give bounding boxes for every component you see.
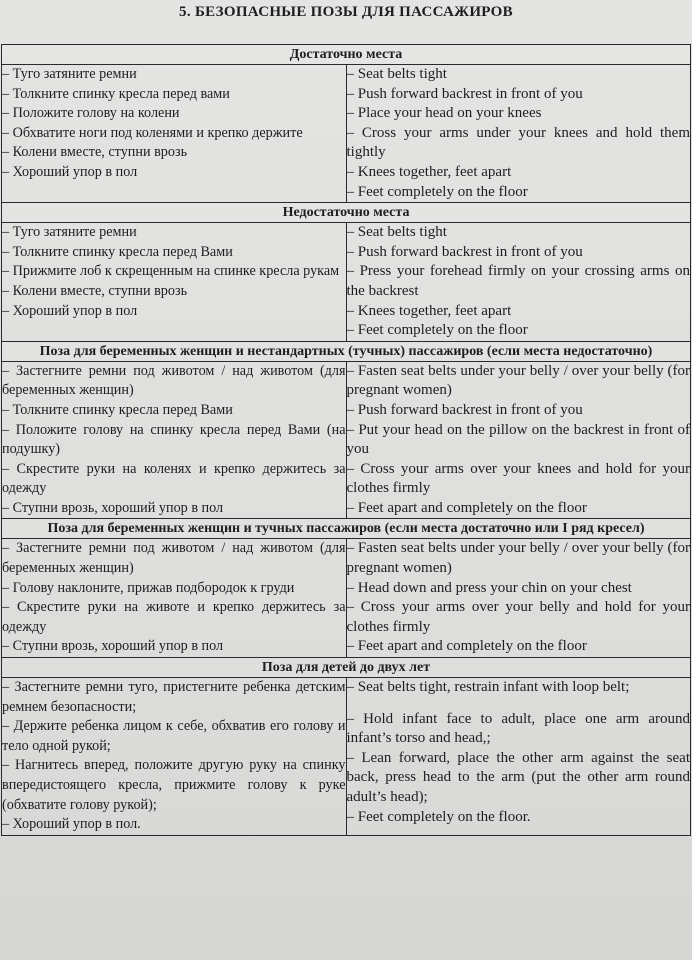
russian-column <box>2 65 347 203</box>
russian-column <box>2 678 347 836</box>
en-item: – Hold infant face to adult, place one arm around infant’s torso and head,; <box>346 710 690 747</box>
en-item: – Press your forehead firmly on your crossing arms on the backrest <box>346 263 690 299</box>
english-column <box>346 539 691 658</box>
en-item: – Feet completely on the floor <box>346 322 528 339</box>
en-item: – Fasten seat belts under your belly / over your belly (for pregnant women) <box>346 540 690 577</box>
safety-positions-table <box>1 44 691 836</box>
section-heading: Поза для беременных женщин и нестандартных (тучных) пассажиров (если места недостаточно) <box>2 341 691 361</box>
ru-item: – Толкните спинку кресла перед Вами <box>2 243 233 260</box>
en-item: – Fasten seat belts under your belly / over your belly (for pregnant women) <box>346 362 690 399</box>
ru-item: – Хороший упор в пол. <box>2 816 141 833</box>
ru-item: – Колени вместе, ступни врозь <box>2 282 188 299</box>
russian-column <box>2 361 347 519</box>
ru-item: – Толкните спинку кресла перед вами <box>2 85 230 102</box>
en-item: – Seat belts tight, restrain infant with loop belt; <box>346 679 630 696</box>
ru-item: – Обхватите ноги под коленями и крепко держите <box>2 124 303 141</box>
en-item: – Place your head on your knees <box>346 105 542 122</box>
en-item: – Cross your arms over your belly and hold for your clothes firmly <box>346 599 690 635</box>
ru-item: – Колени вместе, ступни врозь <box>2 144 188 161</box>
english-column <box>346 65 691 203</box>
en-item: – Cross your arms under your knees and hold them tightly <box>346 124 690 161</box>
en-item: – Feet completely on the floor <box>346 183 528 200</box>
ru-item: – Голову наклоните, прижав подбородок к груди <box>2 579 295 596</box>
ru-item: – Застегните ремни под животом / над животом (для беременных женщин) <box>2 362 346 399</box>
ru-item: – Положите голову на спинку кресла перед Вами (на подушку) <box>2 421 346 458</box>
en-item: – Head down and press your chin on your chest <box>346 579 632 596</box>
russian-column <box>2 539 347 658</box>
section-row <box>2 539 691 658</box>
section-heading: Недостаточно места <box>2 203 691 223</box>
en-item: – Put your head on the pillow on the backrest in front of you <box>346 421 690 458</box>
ru-item: – Хороший упор в пол <box>2 163 138 180</box>
en-item: – Knees together, feet apart <box>346 302 512 319</box>
en-item: – Cross your arms over your knees and hold for your clothes firmly <box>346 460 690 497</box>
ru-item: – Ступни врозь, хороший упор в пол <box>2 499 224 516</box>
ru-item: – Толкните спинку кресла перед Вами <box>2 401 233 418</box>
ru-item: – Прижмите лоб к скрещенным на спинке кресла рукам <box>2 263 340 280</box>
ru-item: – Застегните ремни туго, пристегните ребенка детским ремнем безопасности; <box>2 679 346 715</box>
section-row <box>2 678 691 836</box>
en-item: – Feet completely on the floor. <box>346 808 531 825</box>
section-row <box>2 223 691 342</box>
ru-item: – Застегните ремни под животом / над животом (для беременных женщин) <box>2 540 346 577</box>
section-heading: Поза для детей до двух лет <box>2 658 691 678</box>
en-item: – Seat belts tight <box>346 66 447 82</box>
en-item: – Lean forward, place the other arm against the seat back, press head to the arm (put the other arm round adult’s head); <box>346 749 690 805</box>
ru-item: – Туго затяните ремни <box>2 66 137 82</box>
section-row <box>2 65 691 203</box>
ru-item: – Положите голову на колени <box>2 105 180 122</box>
ru-item: – Туго затяните ремни <box>2 224 137 241</box>
en-item: – Push forward backrest in front of you <box>346 85 583 102</box>
ru-item: – Хороший упор в пол <box>2 302 138 319</box>
en-item: – Push forward backrest in front of you <box>346 243 583 260</box>
ru-item: – Скрестите руки на коленях и крепко держитесь за одежду <box>2 460 346 497</box>
section-heading: Поза для беременных женщин и тучных пассажиров (если места достаточно или I ряд кресел) <box>2 519 691 539</box>
en-item: – Feet apart and completely on the floor <box>346 638 587 655</box>
english-column <box>346 223 691 342</box>
english-column <box>346 361 691 519</box>
ru-item: – Ступни врозь, хороший упор в пол <box>2 638 224 655</box>
en-item: – Feet apart and completely on the floor <box>346 499 587 516</box>
ru-item: – Скрестите руки на животе и крепко держитесь за одежду <box>2 599 346 635</box>
en-item: – Push forward backrest in front of you <box>346 401 583 418</box>
ru-item: – Нагнитесь вперед, положите другую руку на спинку впередистоящего кресла, прижмите голову к руке (обхватите голову рукой); <box>2 757 346 813</box>
english-column <box>346 678 691 836</box>
ru-item: – Держите ребенка лицом к себе, обхватив его голову и тело одной рукой; <box>2 718 346 754</box>
page-title: 5. БЕЗОПАСНЫЕ ПОЗЫ ДЛЯ ПАССАЖИРОВ <box>179 4 513 20</box>
en-item: – Seat belts tight <box>346 224 447 241</box>
en-item: – Knees together, feet apart <box>346 163 512 180</box>
section-heading: Достаточно места <box>2 45 691 65</box>
section-row <box>2 361 691 519</box>
russian-column <box>2 223 347 342</box>
